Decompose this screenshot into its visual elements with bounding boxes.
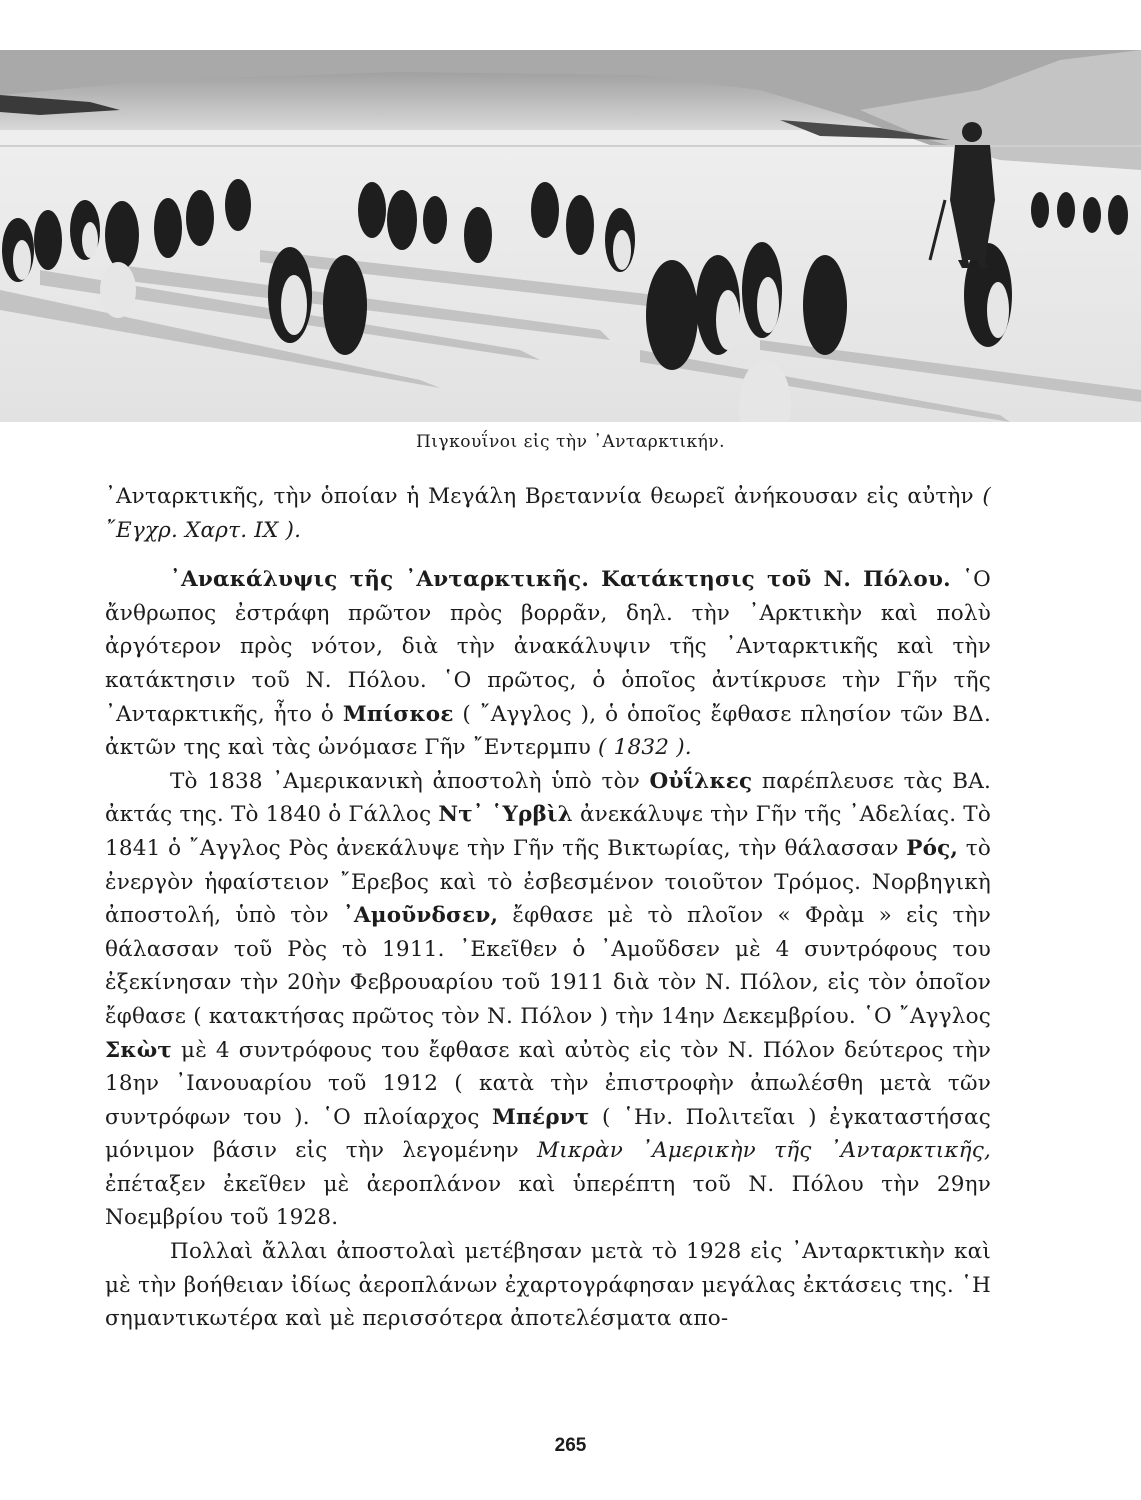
p2-text-7: ( ῾Ην. Πολιτεῖαι ) ἐγκαταστήσας μόνιμον βάσιν εἰς τὴν λεγομένην (105, 1104, 991, 1164)
section-paragraph-1 (105, 563, 991, 765)
name-byrd: Μπέρντ (492, 1104, 590, 1130)
intro-text: ᾿Ανταρκτικῆς, τὴν ὁποίαν ἡ Μεγάλη Βρεταννία θεωρεῖ ἀνήκουσαν εἰς αὐτὴν (105, 484, 974, 509)
section-paragraph-2 (105, 765, 991, 1235)
year-1832: ( 1832 ). (598, 735, 692, 761)
figure-caption: Πιγκουΐνοι εἰς τὴν ᾿Ανταρκτικήν. (415, 432, 726, 452)
p1-text-a: ῾Ο ἄνθρωπος ἐστράφη πρῶτον πρὸς βορρᾶν, δηλ. τὴν ᾿Αρκτικὴν καὶ πολὺ ἀργότερον πρὸς νότον, διὰ τὴν ἀνακάλυψιν τῆς ᾿Ανταρκτικῆς καὶ τὴν κατάκτησιν τοῦ Ν. Πόλου. ῾Ο πρῶτος, ὁ ὁποῖος ἀντίκρυσε τὴν Γῆν τῆς ᾿Ανταρκτικῆς, ἦτο ὁ (105, 567, 991, 727)
p2-text-2: παρέπλευσε τὰς ΒΑ. ἀκτάς της. Τὸ 1840 ὁ Γάλλος (105, 768, 991, 828)
name-scott: Σκὼτ (105, 1037, 173, 1063)
p2-text-5: ἔφθασε μὲ τὸ πλοῖον « Φρὰμ » εἰς τὴν θάλασσαν τοῦ Ρὸς τὸ 1911. ᾿Εκεῖθεν ὁ ᾿Αμοῦδσεν μὲ 4 συντρόφους του ἐξεκίνησαν τὴν 20ὴν Φεβρουαρίου τοῦ 1911 διὰ τὸν Ν. Πόλον, εἰς τὸν ὁποῖον ἔφθασε ( κατακτήσας πρῶτος τὸν Ν. Πόλον ) τὴν 14ην Δεκεμβρίου. ῾Ο ῎Αγγλος (105, 903, 991, 1029)
p2-text-1: Τὸ 1838 ᾿Αμερικανικὴ ἀποστολὴ ὑπὸ τὸν (170, 768, 640, 794)
name-biscoe: Μπίσκοε (342, 701, 454, 727)
p2-text-6: μὲ 4 συντρόφους του ἔφθασε καὶ αὐτὸς εἰς τὸν Ν. Πόλον δεύτερος τὴν 18ην ᾿Ιανουαρίου τοῦ 1912 ( κατὰ τὴν ἐπιστροφὴν ἀπωλέσθη μετὰ τῶν συντρόφων του ). ῾Ο πλοίαρχος (105, 1037, 991, 1130)
p2-text-8: ἐπέταξεν ἐκεῖθεν μὲ ἀεροπλάνον καὶ ὑπερέπτη τοῦ Ν. Πόλου τὴν 29ην Νοεμβρίου τοῦ 1928. (105, 1171, 991, 1231)
p1-text-c: ( ῎Αγγλος ), ὁ ὁποῖος ἔφθασε πλησίον τῶν ΒΔ. ἀκτῶν της καὶ τὰς ὠνόμασε Γῆν ῎Εντερμπυ (105, 701, 991, 761)
section-heading: ᾿Ανακάλυψις τῆς ᾿Ανταρκτικῆς. Κατάκτησις τοῦ Ν. Πόλου. (170, 567, 951, 593)
name-amundsen: ᾿Αμοῦνδσεν, (342, 903, 499, 929)
name-wilkes: Οὐΐλκες (649, 768, 753, 794)
section-paragraph-3: Πολλαὶ ἄλλαι ἀποστολαὶ μετέβησαν μετὰ τὸ 1928 εἰς ᾿Ανταρκτικὴν καὶ μὲ τὴν βοήθειαν ἰδίως ἀεροπλάνων ἐχαρτογράφησαν μεγάλας ἐκτάσεις της. ῾Η σημαντικωτέρα καὶ μὲ περισσότερα ἀποτελέσματα απο- (105, 1239, 991, 1332)
little-america: Μικρὰν ᾿Αμερικὴν τῆς ᾿Ανταρκτικῆς, (537, 1138, 991, 1164)
p2-text-3: ἀνεκάλυψε τὴν Γῆν τῆς ᾿Αδελίας. Τὸ 1841 ὁ ῎Αγγλος Ρὸς ἀνεκάλυψε τὴν Γῆν τῆς Βικτωρίας, τὴν θάλασσαν (105, 802, 991, 861)
name-durville: Ντ᾿ ῾Υρβὶλ (438, 802, 573, 828)
p2-text-4: τὸ ἐνεργὸν ἡφαίστειον ῎Ερεβος καὶ τὸ ἐσβεσμένον τοιοῦτον Τρόμος. Νορβηγικὴ ἀποστολή, ὑπὸ τὸν (105, 835, 991, 929)
intro-paragraph (105, 480, 991, 547)
page-number: 265 (554, 1435, 587, 1456)
name-ross: Ρός, (906, 835, 959, 861)
body-text (105, 480, 991, 1336)
penguins-photo (0, 50, 1141, 422)
map-reference: ( ῎Εγχρ. Χαρτ. ΙΧ ). (105, 484, 991, 543)
